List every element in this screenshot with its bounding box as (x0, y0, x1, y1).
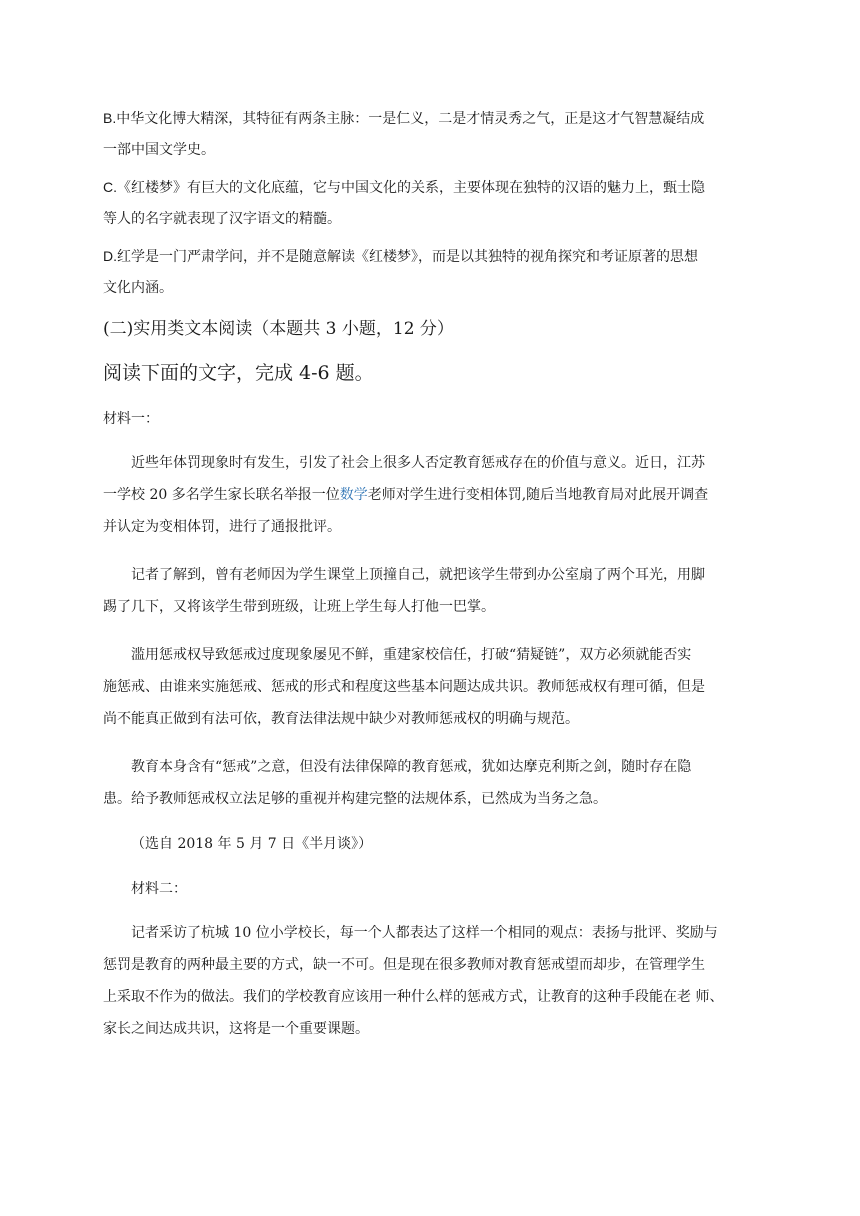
option-b-line-1: B.中华文化博大精深，其特征有两条主脉：一是仁义，二是才情灵秀之气，正是这才气智慧凝结成 (103, 110, 705, 127)
option-d-line-1: D.红学是一门严肃学问，并不是随意解读《红楼梦》，而是以其独特的视角探究和考证原著的思想 (103, 248, 698, 265)
option-c-line-2: 等人的名字就表现了汉字语文的精髓。 (103, 211, 341, 227)
paragraph-line: 记者了解到，曾有老师因为学生课堂上顶撞自己，就把该学生带到办公室扇了两个耳光，用脚 (131, 567, 705, 583)
option-d-line-2: 文化内涵。 (103, 280, 173, 296)
paragraph-line: 滥用惩戒权导致惩戒过度现象屡见不鲜，重建家校信任，打破“猜疑链”，双方必须就能否实 (131, 647, 692, 663)
paragraph-line: 惩罚是教育的两种最主要的方式，缺一不可。但是现在很多教师对教育惩戒望而却步，在管理学生 (103, 957, 705, 973)
option-d-letter: D. (103, 248, 117, 264)
paragraph-line: 教育本身含有“惩戒”之意，但没有法律保障的教育惩戒，犹如达摩克利斯之剑，随时存在隐 (131, 759, 692, 775)
option-b-letter: B. (103, 110, 117, 126)
source-citation: （选自 2018 年 5 月 7 日《半月谈》） (131, 836, 373, 852)
paragraph-line: 家长之间达成共识，这将是一个重要课题。 (103, 1021, 369, 1037)
paragraph-line: 患。给予教师惩戒权立法足够的重视并构建完整的法规体系，已然成为当务之急。 (103, 791, 607, 807)
paragraph-line: 施惩戒、由谁来实施惩戒、惩戒的形式和程度这些基本问题达成共识。教师惩戒权有理可循，但是 (103, 679, 705, 695)
option-b (103, 103, 758, 166)
material-1-paragraph-3 (103, 639, 758, 735)
paragraph-line: 一学校 20 多名学生家长联名举报一位数学老师对学生进行变相体罚,随后当地教育局对此展开调查 (103, 487, 709, 503)
material-1-paragraph-1 (103, 447, 758, 543)
section-title: (二)实用类文本阅读（本题共 3 小题，12 分） (103, 319, 454, 339)
paragraph-line: 上采取不作为的做法。我们的学校教育应该用一种什么样的惩戒方式，让教育的这种手段能在老 师、 (103, 989, 724, 1005)
paragraph-line: 尚不能真正做到有法可依，教育法律法规中缺少对教师惩戒权的明确与规范。 (103, 711, 579, 727)
paragraph-line: 近些年体罚现象时有发生，引发了社会上很多人否定教育惩戒存在的价值与意义。近日，江苏 (131, 455, 705, 471)
paragraph-line: 记者采访了杭城 10 位小学校长，每一个人都表达了这样一个相同的观点：表扬与批评、奖励与 (131, 925, 718, 941)
paragraph-line: 踢了几下，又将该学生带到班级，让班上学生每人打他一巴掌。 (103, 599, 495, 615)
material-1-paragraph-2 (103, 559, 758, 623)
material-1-paragraph-4 (103, 751, 758, 815)
option-c-line-1: C.《红楼梦》有巨大的文化底蕴，它与中国文化的关系，主要体现在独特的汉语的魅力上，甄士隐 (103, 179, 705, 196)
option-c (103, 172, 758, 235)
option-d (103, 241, 758, 304)
material-1-label: 材料一： (103, 411, 159, 427)
material-2-paragraph-1 (103, 917, 758, 1045)
option-b-line-2: 一部中国文学史。 (103, 142, 215, 158)
option-c-letter: C. (103, 179, 117, 195)
material-2-label: 材料二： (131, 881, 187, 897)
paragraph-line: 并认定为变相体罚，进行了通报批评。 (103, 519, 341, 535)
instruction: 阅读下面的文字，完成 4-6 题。 (103, 362, 374, 384)
math-link[interactable]: 数学 (339, 487, 368, 503)
